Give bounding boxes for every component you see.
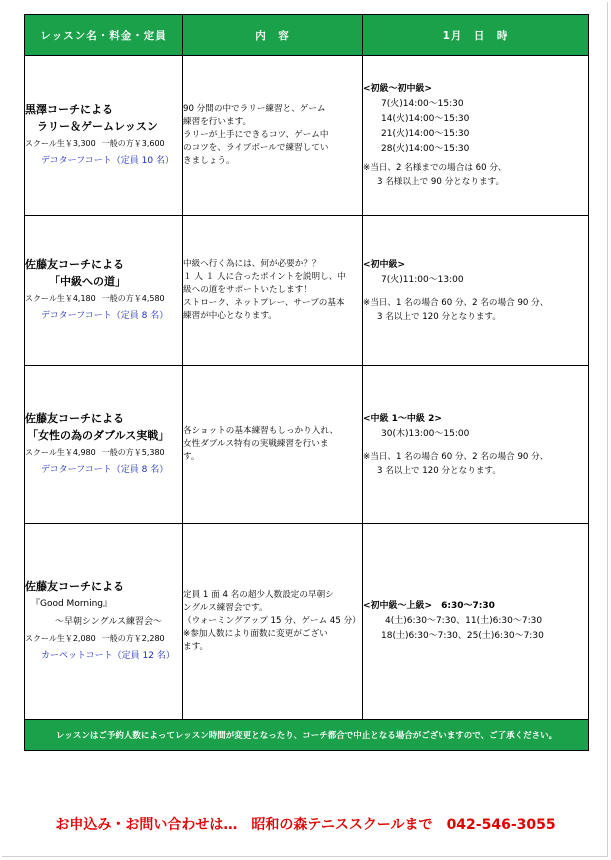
session-time: 18(土)6:30～7:30、25(土)6:30～7:30 [381,631,544,641]
lesson-info-cell [25,56,183,216]
lesson-title: 「女性の為のダブルス実戦」 [27,429,170,442]
duration-note-line1: ※当日、1 名の場合 60 分、2 名の場合 90 分、 [363,297,549,308]
header-content: 内 容 [183,15,363,56]
coach-name: 佐藤友コーチによる [25,580,124,593]
content-line: ストローク、ネットプレー、サーブの基本 [183,298,345,308]
duration-note-line2: 3 名以上で 120 分となります。 [377,311,501,322]
duration-note-line2: 3 名以上で 120 分となります。 [377,465,501,476]
coach-name: 佐藤友コーチによる [25,258,124,271]
content-line: きましょう。 [183,156,235,166]
duration-note-line2: 3 名様以上で 90 分となります。 [377,177,505,187]
session-time: 4(土)6:30～7:30、11(土)6:30～7:30 [385,616,543,626]
content-line: ングルス練習会です。 [183,603,268,613]
footer-note: レッスンはご予約人数によってレッスン時間が変更となったり、コーチ都合で中止となる場合がございますので、ご了承ください。 [25,720,589,751]
content-line: 各ショットの基本練習もしっかり入れ、 [183,426,339,436]
session-time: 28(火)14:00～15:30 [381,144,470,154]
lesson-price [25,445,182,461]
lesson-level: <中級 1～中級 2> [363,413,442,424]
lesson-schedule-cell [363,366,589,524]
lesson-level: <初中級> [363,259,406,270]
lesson-row [25,524,589,720]
price-school: スクール生￥4,980 [25,448,96,457]
price-general: 一般の方￥4,580 [101,294,165,303]
header-lesson-name: レッスン名・料金・定員 [25,15,183,56]
lesson-info-cell [25,524,183,720]
lesson-row [25,56,589,216]
session-time: 21(火)14:00～15:30 [381,129,470,139]
lesson-content-cell [183,524,363,720]
contact-lead: お申込み・お問い合わせは… [55,817,238,833]
table-header-row [25,15,589,56]
price-school: スクール生￥3,300 [25,139,96,148]
court-capacity: デコターフコート（定員 10 名） [41,156,174,166]
content-line: ます。 [183,642,209,652]
lesson-row [25,216,589,366]
duration-note [363,450,588,478]
lesson-level: <初中級～上級> 6:30～7:30 [363,601,495,611]
price-school: スクール生￥4,180 [25,294,96,303]
lesson-level: <初級～初中級> [363,84,433,94]
content-line: す。 [183,452,200,462]
lesson-table [24,14,589,751]
content-line: 女性ダブルス特有の実戦練習を行いま [183,439,329,449]
duration-note [363,161,588,189]
content-line: のコツを、ライブボールで練習してい [183,143,329,153]
lesson-price [25,291,182,307]
duration-note [363,296,588,324]
lesson-price [25,136,182,152]
court-capacity: デコターフコート（定員 8 名） [41,465,169,475]
content-line: （ウォーミングアップ 15 分、ゲーム 45 分） [183,616,361,626]
court-capacity: デコターフコート（定員 8 名） [41,311,169,321]
lesson-row [25,366,589,524]
session-time: 14(火)14:00～15:30 [381,114,470,124]
content-line: 定員 1 面 4 名の超少人数設定の早朝シ [183,590,334,600]
content-line: 練習が中心となります。 [183,311,277,321]
content-line: １ 人 １ 人に合ったポイントを説明し、中 [183,272,346,282]
content-line: ラリーが上手にできるコツ、ゲーム中 [183,130,329,140]
session-time: 7(火)11:00～13:00 [381,274,464,285]
lesson-subtitle: ～早朝シングルス練習会～ [55,617,163,627]
session-time: 7(火)14:00～15:30 [381,99,464,109]
lesson-schedule-cell [363,524,589,720]
lesson-info-cell [25,366,183,524]
lesson-schedule-cell [363,216,589,366]
duration-note-line1: ※当日、2 名様までの場合は 60 分、 [363,163,507,173]
lesson-content-cell [183,366,363,524]
court-capacity: カーペットコート（定員 12 名） [41,651,175,661]
session-time: 30(木)13:00～15:00 [381,428,470,439]
content-line: 練習を行います。 [183,117,252,127]
lesson-content-cell [183,56,363,216]
lesson-price [25,631,182,647]
price-school: スクール生￥2,080 [25,634,96,643]
header-datetime: 1月 日 時 [363,15,589,56]
content-line: ※参加人数により面数に変更がござい [183,629,328,639]
lesson-title: 『Good Morning』 [31,599,112,609]
lesson-schedule-sheet [24,14,588,751]
lesson-schedule-cell [363,56,589,216]
footer-note-row [25,720,589,751]
lesson-content-cell [183,216,363,366]
content-line: 90 分間の中でラリー練習と、ゲーム [183,104,326,114]
price-general: 一般の方￥5,380 [101,448,165,457]
coach-name: 黒澤コーチによる [25,103,113,116]
content-line: 級への道をサポートいたします！ [183,285,312,295]
contact-school: 昭和の森テニススクールまで [251,817,433,833]
contact-phone: 042-546-3055 [446,817,556,833]
contact-line [0,814,611,834]
duration-note-line1: ※当日、1 名の場合 60 分、2 名の場合 90 分、 [363,451,549,462]
content-line: 中級へ行く為には、何が必要か？？ [183,259,321,269]
lesson-title: ラリー＆ゲームレッスン [37,120,158,133]
lesson-title: 「中級への道」 [49,275,126,288]
coach-name: 佐藤友コーチによる [25,412,124,425]
price-general: 一般の方￥3,600 [101,139,165,148]
lesson-info-cell [25,216,183,366]
price-general: 一般の方￥2,280 [101,634,165,643]
